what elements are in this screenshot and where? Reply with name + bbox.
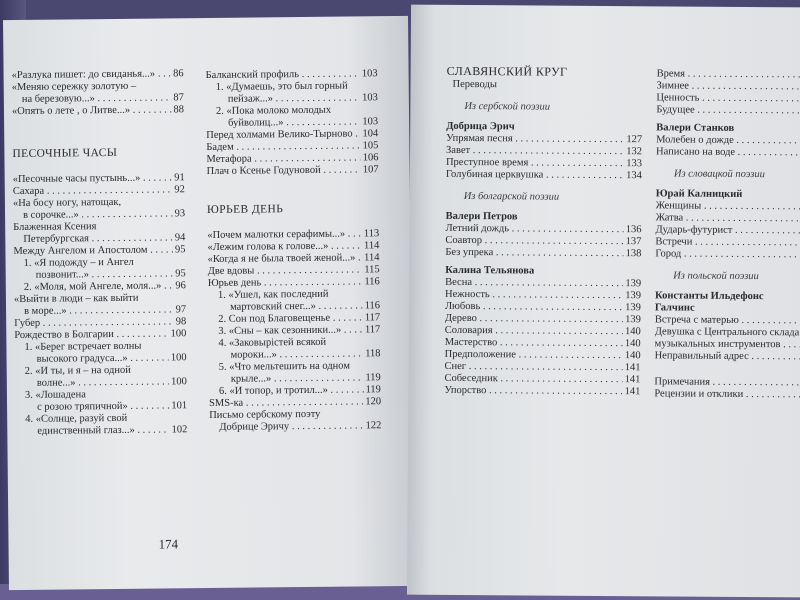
toc-entry-title: SMS-ка . . . (209, 396, 363, 410)
toc-entry (207, 164, 379, 178)
toc-entry-title: 4. «Заковырістей всякой (218, 336, 327, 349)
toc-entry-title: Будущее . . . (656, 104, 800, 117)
section-subtitle: Переводы (452, 78, 497, 91)
toc-entry-page: 105 (362, 140, 379, 152)
toc-entry (15, 400, 187, 414)
toc-entry-page: 134 (626, 170, 642, 182)
toc-entry-page: 140 (624, 338, 641, 350)
toc-entry-page: 93 (174, 208, 186, 220)
toc-entry-page: 95 (175, 268, 186, 280)
toc-entry-title: Плач о Ксенье Годуновой . . . (207, 164, 361, 178)
toc-entry-page: 92 (174, 184, 185, 196)
toc-list (444, 277, 641, 398)
toc-entry-title: крыле...» . . . (231, 372, 364, 385)
toc-entry-title: 5. «Что мельтешить на одном (218, 360, 351, 373)
toc-entry-page: 119 (365, 372, 381, 384)
toc-entry-page: 86 (173, 68, 184, 80)
toc-entry-page: 100 (170, 328, 187, 340)
toc-entry-title: Рождество в Болгарии . . . (14, 328, 168, 342)
toc-entry-title: музыкальных инструментов . . . (655, 338, 800, 351)
author-name: Юрай Калницкий (655, 188, 743, 200)
toc-entry-title: «Когда я не была твоей женой...» . . . (207, 252, 362, 266)
right-column-2 (654, 68, 800, 401)
toc-entry-page: 100 (170, 352, 187, 364)
toc-entry-page: 107 (362, 164, 379, 176)
toc-entry-page: 116 (364, 300, 381, 312)
toc-entry-title: Рецензии и отклики . . . (654, 388, 800, 401)
toc-entry-title: Между Ангелом и Апостолом . . . (13, 244, 173, 258)
right-page (407, 5, 800, 598)
toc-entry-title: Примечания . . . (654, 376, 800, 389)
toc-entry-page: 103 (362, 92, 378, 104)
toc-entry-title: Дерево . . . (445, 313, 623, 326)
toc-entry-page: 117 (364, 312, 381, 324)
toc-entry-title: мартовский снег...» . . . (230, 300, 363, 313)
toc-entry-title: Время . . . (657, 68, 800, 81)
toc-entry (655, 338, 800, 351)
toc-entry (209, 420, 381, 434)
page-number: 174 (158, 536, 179, 552)
toc-entry-page: 136 (625, 224, 642, 236)
toc-list (446, 133, 642, 182)
toc-entry-page: 101 (171, 400, 188, 412)
toc-entry (14, 280, 186, 294)
toc-entry-title: пейзаж...» . . . (228, 92, 360, 105)
section-title-slavic-circle: СЛАВЯНСКИЙ КРУГ (446, 63, 568, 79)
author-name: Валери Петров (445, 210, 518, 223)
toc-entry-title: Две вдовы . . . (208, 264, 363, 278)
toc-entry-title: Добрице Эричу . . . (219, 420, 363, 434)
toc-entry-title: Соловария . . . (445, 325, 623, 338)
toc-entry (444, 385, 640, 398)
source-language-label: Из словацкой поэзии (673, 168, 765, 181)
toc-entry-title: 1. «Я подожду – и Ангел (23, 256, 134, 269)
toc-list (445, 223, 641, 260)
toc-entry-title: на березовую...» . . . (22, 92, 172, 106)
toc-top-list (206, 68, 379, 178)
toc-entry-title: 3. «Сны – как сезонники...» . . . (218, 324, 363, 338)
toc-entry-title: мороки...» . . . (230, 348, 363, 361)
left-column-1 (12, 68, 188, 438)
toc-entry-page: 104 (362, 128, 379, 140)
toc-entry (209, 396, 381, 410)
toc-entry-page: 141 (624, 386, 641, 398)
author-name: Калина Тельянова (445, 264, 535, 277)
toc-entry-title: 3. «Лошадена (24, 389, 86, 401)
toc-list (656, 134, 800, 159)
toc-entry-page: 103 (362, 116, 379, 128)
toc-entry-page: 139 (625, 278, 642, 290)
author-name: Валери Станков (656, 122, 735, 134)
toc-entry-title: единственный глаз...» . . . (37, 424, 169, 437)
toc-entry-page: 103 (361, 68, 378, 80)
toc-entry-page: 120 (365, 396, 382, 408)
toc-entry-title: 2. «Моля, мой Ангеле, моля...» . . . (24, 280, 174, 294)
toc-entry-page: 91 (174, 172, 185, 184)
toc-entry-title: 4. «Солнце, разуй свой (25, 412, 128, 425)
toc-entry (13, 184, 185, 198)
toc-entry-page: 97 (175, 304, 187, 316)
toc-entry (12, 104, 184, 118)
toc-entry-title: Неправильный адрес . . . (655, 350, 800, 363)
toc-entry (657, 68, 800, 81)
toc-groups (655, 122, 800, 363)
toc-entry-title: 1. «Берег встречает волны (24, 340, 142, 353)
toc-entry-page: 137 (625, 236, 642, 248)
toc-entry (656, 212, 800, 225)
toc-entry-page: 87 (173, 92, 184, 104)
toc-entry-title: Весна . . . (445, 277, 623, 290)
toc-entry-title: Без упрека . . . (445, 247, 623, 260)
toc-entry-title: волне...» . . . (37, 376, 169, 389)
toc-entry-title: Зимнее . . . (656, 80, 800, 93)
toc-top-list (656, 68, 800, 117)
toc-entry-page: 114 (364, 252, 380, 264)
toc-list (655, 314, 800, 363)
toc-entry-title: Юрьев день . . . (208, 276, 363, 290)
toc-entry (655, 236, 800, 249)
toc-entry-title: 6. «И топор, и тротил...» . . . (219, 384, 364, 398)
toc-entry-title: Балканский профиль . . . (206, 68, 360, 82)
toc-entry (446, 169, 642, 182)
toc-entry (654, 388, 800, 401)
toc-entry-title: Перед холмами Велико-Тырново . . . (206, 128, 360, 142)
toc-entry (656, 104, 800, 117)
toc-entry-title: «Лежим голова к голове...» . . . (207, 240, 362, 254)
toc-entry (208, 276, 380, 290)
toc-entry (208, 324, 380, 338)
source-language-label: Из польской поэзии (673, 270, 759, 283)
toc-entry (656, 92, 800, 105)
toc-entry-title: позвонит...» . . . (36, 268, 174, 281)
toc-entry-title: Блаженная Ксения (13, 221, 97, 234)
toc-entry (655, 350, 800, 363)
toc-entry-title: Молебен о дожде . . . (656, 134, 800, 147)
toc-entry (655, 248, 800, 261)
toc-entry-title: Девушка с Центрального склада . . . (655, 326, 800, 339)
section-title-sand-clock: ПЕСОЧНЫЕ ЧАСЫ (12, 146, 118, 161)
toc-entry-title: Нежность . . . (445, 289, 623, 302)
toc-entry-page: 115 (364, 264, 380, 276)
toc-entry (656, 200, 800, 213)
toc-entry-title: Завет . . . (446, 145, 624, 158)
toc-entry-title: в море...» . . . (24, 304, 174, 318)
toc-entry-page: 95 (174, 244, 186, 256)
toc-entry-page: 133 (626, 158, 642, 170)
toc-entry-title: в сорочке...» . . . (23, 208, 173, 222)
toc-entry-title: Город . . . (655, 248, 800, 261)
toc-entry-page: 98 (175, 316, 187, 328)
toc-entry-title: «Меняю сережку золотую – (11, 80, 137, 94)
toc-entry (656, 146, 800, 159)
toc-entry-title: буйволиц...» . . . (228, 116, 360, 129)
toc-entry-title: Сахара . . . (13, 184, 173, 198)
toc-entry (655, 326, 800, 339)
author-name: Добрица Эрич (446, 120, 515, 133)
toc-entry-page: 132 (626, 146, 643, 158)
toc-entry (13, 208, 185, 222)
toc-entry-page: 117 (364, 324, 381, 336)
toc-entry (656, 80, 800, 93)
toc-entry-title: 2. «И ты, и я – на одной (24, 364, 131, 377)
source-language-label: Из сербской поэзии (464, 101, 551, 113)
toc-entry-title: Жатва . . . (656, 212, 800, 225)
toc-entry-title: Метафора . . . (206, 152, 360, 166)
toc-entry-title: высокого градуса...» . . . (37, 352, 169, 365)
toc-entry-title: Губер . . . (14, 316, 174, 330)
toc-list (207, 228, 381, 434)
toc-entry-title: «Разлука пишет: до свиданья...» . . . (12, 68, 172, 82)
toc-entry-title: Снег . . . (444, 361, 622, 374)
toc-entry-title: Соавтор . . . (445, 235, 623, 248)
toc-entry-title: 2. Сон под Благовещенье . . . (218, 312, 363, 326)
toc-entry-title: Упрямая песня . . . (446, 133, 624, 146)
toc-entry (12, 68, 184, 82)
toc-entry (13, 244, 185, 258)
toc-entry-page: 94 (174, 232, 186, 244)
toc-entry-title: Летний дождь . . . (445, 223, 623, 236)
toc-entry-title: «Выйти в люди – как выйти (13, 292, 139, 306)
toc-entry-page: 139 (625, 314, 641, 326)
toc-entry (655, 224, 800, 237)
toc-entry-title: 1. «Ушел, как последний (217, 288, 329, 301)
toc-entry (206, 92, 378, 106)
toc-entry-page: 141 (624, 374, 641, 386)
toc-entry-title: Бадем . . . (206, 140, 360, 154)
section-title-yuriev-day: ЮРЬЕВ ДЕНЬ (206, 203, 284, 217)
toc-entry-page: 122 (365, 420, 382, 432)
toc-entry (15, 424, 187, 438)
left-page (3, 16, 414, 590)
source-language-label: Из болгарской поэзии (463, 191, 560, 203)
toc-entry-page: 141 (624, 362, 641, 374)
toc-entry (15, 376, 187, 390)
toc-entry-title: Письмо сербскому поэту (209, 408, 321, 421)
toc-entry (656, 134, 800, 147)
toc-entry-title: Голубиная церквушка . . . (446, 169, 624, 182)
toc-bottom-list (654, 376, 800, 401)
toc-entry-page: 139 (625, 290, 642, 302)
toc-entry-page: 118 (365, 348, 381, 360)
toc-entry-page: 127 (626, 134, 643, 146)
toc-entry-title: «На босу ногу, натощак, (12, 196, 122, 210)
toc-list (13, 172, 188, 438)
toc-entry-page: 88 (173, 104, 185, 116)
toc-entry-title: Преступное время . . . (446, 157, 624, 170)
toc-entry-title: с розою тряпичной» . . . (37, 400, 169, 413)
left-column-2 (206, 68, 382, 434)
toc-top-list (12, 68, 184, 118)
right-column-1 (444, 65, 642, 398)
toc-entry-page: 119 (365, 384, 381, 396)
toc-entry (445, 247, 641, 260)
toc-entry (655, 314, 800, 327)
toc-groups (444, 101, 642, 398)
toc-entry-title: 1. «Думаешь, это был горный (215, 80, 348, 93)
toc-entry-page: 113 (363, 228, 380, 240)
author-name: Константы Ильдефонс Галчинс (654, 290, 764, 314)
toc-entry-title: «Песочные часы пустынь...» . . . (13, 172, 173, 186)
toc-entry-page: 102 (171, 424, 188, 436)
toc-entry-title: Упорство . . . (444, 385, 622, 398)
toc-entry-page: 100 (171, 376, 187, 388)
toc-list (655, 200, 800, 261)
toc-entry-page: 106 (362, 152, 379, 164)
toc-entry-title: Женщины . . . (656, 200, 800, 213)
toc-entry-title: Предположение . . . (445, 349, 623, 362)
toc-entry-title: Написано на воде . . . (656, 146, 800, 159)
toc-entry-page: 138 (625, 248, 642, 260)
toc-entry-title: Собеседник . . . (444, 373, 622, 386)
toc-entry (654, 376, 800, 389)
toc-entry (206, 68, 378, 82)
toc-entry-title: Ценность . . . (656, 92, 800, 105)
toc-entry-title: Дударь-футурист . . . (655, 224, 800, 237)
toc-entry (15, 352, 187, 366)
toc-entry-page: 139 (625, 302, 641, 314)
toc-entry-page: 96 (175, 280, 186, 292)
toc-entry-title: Мастерство . . . (445, 337, 623, 350)
toc-entry-page: 140 (624, 326, 641, 338)
toc-entry-title: 2. «Пока молоко молодых (215, 104, 332, 117)
toc-entry-page: 140 (624, 350, 641, 362)
toc-entry-title: Любовь . . . (445, 301, 623, 314)
toc-entry-page: 114 (363, 240, 380, 252)
toc-entry-title: Встречи . . . (655, 236, 800, 249)
toc-entry (208, 348, 380, 362)
toc-entry (14, 328, 186, 342)
toc-entry-title: Петербургская . . . (23, 232, 173, 246)
toc-entry-title: Встреча с матерью . . . (655, 314, 800, 327)
toc-entry-page: 116 (364, 276, 380, 288)
toc-entry-title: «Почем малютки серафимы...» . . . (207, 228, 362, 242)
toc-entry-title: «Опять о лете , о Литве...» . . . (12, 104, 172, 118)
